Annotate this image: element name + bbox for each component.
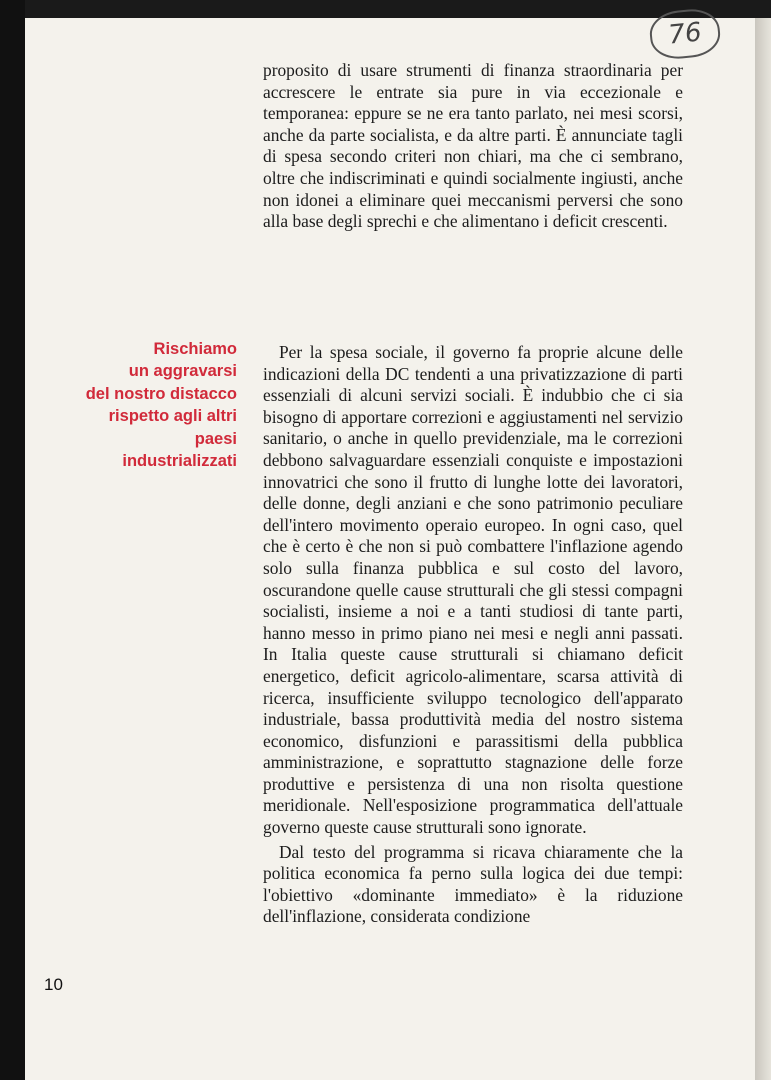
page-number: 10	[44, 975, 63, 994]
scan-left-border	[0, 0, 25, 1080]
page-edge-shadow	[755, 18, 771, 1080]
handwritten-page-note: 76	[648, 6, 723, 61]
margin-heading-line: Rischiamo	[153, 340, 237, 358]
text-block-top	[263, 60, 683, 233]
paragraph-continuation: proposito di usare strumenti di finanza straordinaria per accrescere le entrate sia pure in via eccezionale e temporanea: eppure se ne era tanto parlato, nei mesi scorsi, anche da parte socialista, e da altre parti. È annunciate tagli di spesa secondo criteri non chiari, ma che ci sembrano, oltre che indiscriminati e quindi socialmente ingiusti, anche non idonei a eliminare quei meccanismi perversi che sono alla base degli sprechi e che alimentano i deficit crescenti.	[263, 60, 683, 232]
margin-heading	[45, 338, 237, 472]
text-block-main	[263, 342, 683, 928]
margin-heading-line: un aggravarsi	[128, 362, 237, 381]
paragraph-program: Dal testo del programma si ricava chiaramente che la politica economica fa perno sulla logica dei due tempi: l'obiettivo «dominante immediato» è la riduzione dell'inflazione, considerata condizione	[263, 841, 683, 927]
margin-heading-line: del nostro distacco	[85, 384, 237, 403]
margin-heading-line: rispetto agli altri	[108, 407, 237, 426]
paragraph-social-spending: Per la spesa sociale, il governo fa proprie alcune delle indicazioni della DC tendenti a una privatizzazione di parti essenziali di alcuni servizi sociali. È indubbio che ci sia bisogno di apportare correzioni e aggiustamenti nel servizio sanitario, o anche in quello previdenziale, ma le correzioni debbono salvaguardare essenziali conquiste e impostazioni innovatrici che sono il frutto di lunghe lotte dei lavoratori, delle donne, degli anziani e che sono patrimonio peculiare dell'intero movimento operaio europeo. In ogni caso, quel che è certo è che non si può combattere l'inflazione agendo solo sulla finanza pubblica e sul costo del lavoro, oscurandone quelle cause strutturali che gli stessi compagni socialisti, insieme a noi e a tanti studiosi di tante parti, hanno messo in primo piano nei mesi e negli anni passati. In Italia queste cause strutturali si chiamano deficit energetico, deficit agricolo-alimentare, scarsa attività di ricerca, insufficiente sviluppo tecnologico dell'apparato industriale, bassa produttività media del nostro sistema economico, disfunzioni e parassitismi della pubblica amministrazione, e soprattutto stagnazione delle forze produttive e persistenza di una non risolta questione meridionale. Nell'esposizione programmatica dell'attuale governo queste cause strutturali sono ignorate.	[263, 342, 683, 838]
margin-heading-line: industrializzati	[122, 452, 237, 471]
margin-heading-line: paesi	[194, 429, 237, 448]
